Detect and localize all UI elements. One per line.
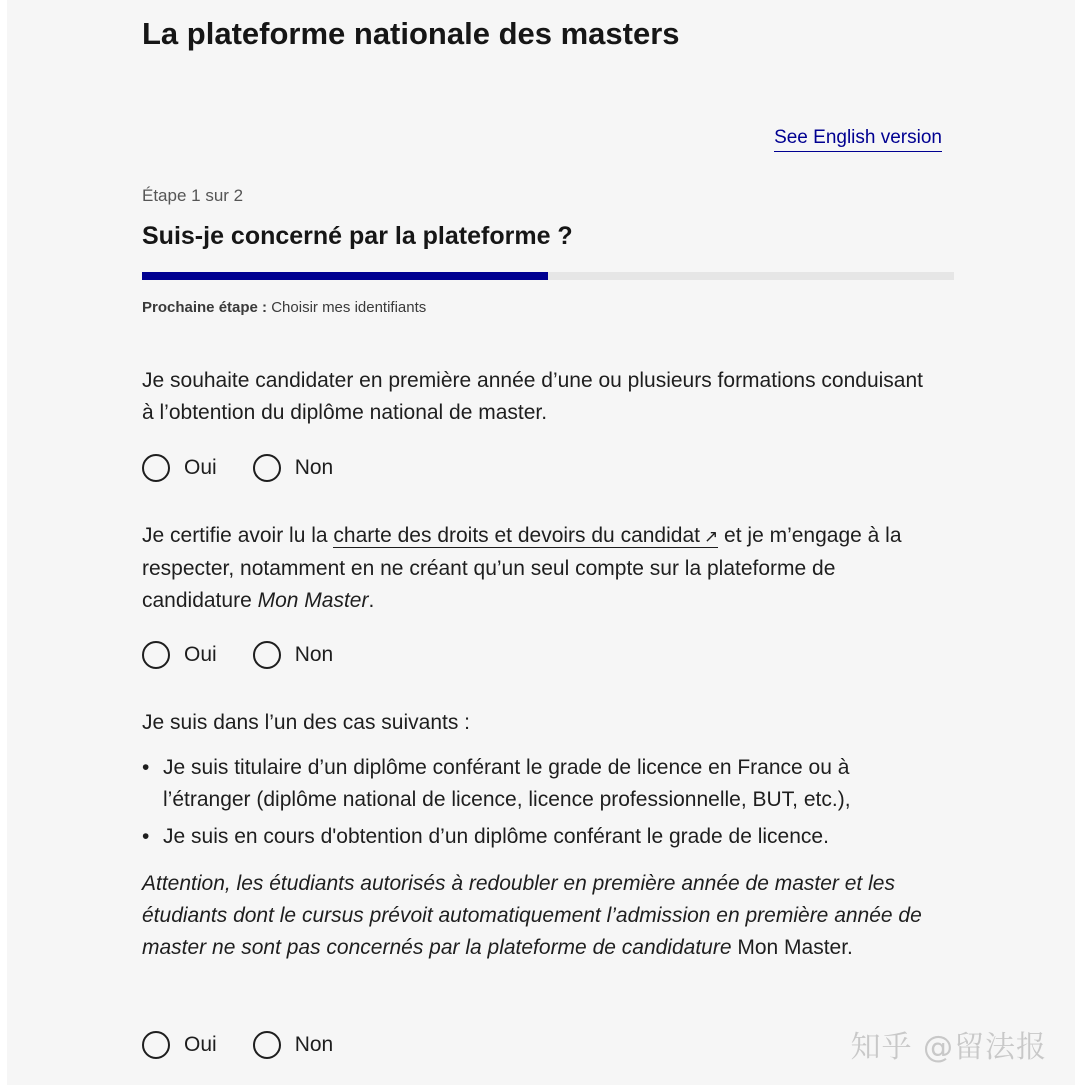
site-title: La plateforme nationale des masters [142, 16, 680, 51]
question-3-bullet-list [142, 752, 942, 858]
question-2-option-oui[interactable] [142, 641, 217, 669]
charter-link-label: charte des droits et devoirs du candidat [333, 524, 700, 547]
question-1-option-non[interactable] [253, 454, 334, 482]
question-2-option-non[interactable] [253, 641, 334, 669]
radio-label: Non [294, 1033, 334, 1056]
question-3-radio-group [142, 1028, 369, 1062]
question-2-radio-group [142, 638, 369, 672]
question-3-option-non[interactable] [253, 1031, 334, 1059]
list-item: • Je suis titulaire d’un diplôme conférant le grade de licence en France ou à l’étranger (diplôme national de licence, licence professionnelle, BUT, etc.), [142, 752, 942, 816]
progress-bar-fill [142, 272, 548, 280]
question-1-radio-group [142, 451, 369, 485]
radio-button[interactable] [142, 1031, 170, 1059]
radio-button[interactable] [142, 641, 170, 669]
question-2-text-before: Je certifie avoir lu la [142, 524, 334, 547]
question-3-note-end: Mon Master. [731, 936, 853, 959]
radio-label: Oui [184, 456, 217, 479]
question-3-note [142, 868, 942, 964]
radio-button[interactable] [253, 641, 281, 669]
watermark: 知乎 @留法报 [850, 1030, 1047, 1065]
question-1-option-oui[interactable] [142, 454, 217, 482]
next-step-value: Choisir mes identifiants [271, 299, 427, 316]
question-3-note-italic: Attention, les étudiants autorisés à redoubler en première année de master et les étudiants dont le cursus prévoit automatiquement l’admission en première année de master ne sont pas concernés par la plateforme de candidature [142, 872, 922, 959]
next-step-label: Prochaine étape : [142, 299, 268, 316]
radio-label: Non [294, 456, 334, 479]
question-2-text-after: et je m’engage à la respecter, notamment en ne créant qu’un seul compte sur la plateforme de candidature [142, 524, 902, 612]
list-item: • Je suis en cours d'obtention d’un diplôme conférant le grade de licence. [142, 821, 942, 853]
progress-bar [142, 272, 954, 280]
radio-label: Non [294, 643, 334, 666]
step-label: Étape 1 sur 2 [142, 186, 244, 205]
question-2-platform-name: Mon Master [257, 589, 369, 612]
question-1-text: Je souhaite candidater en première année d’une ou plusieurs formations conduisant à l’obtention du diplôme national de master. [142, 369, 923, 424]
question-2-text-end: . [368, 589, 375, 612]
question-3-intro: Je suis dans l’un des cas suivants : [142, 711, 471, 734]
radio-button[interactable] [253, 454, 281, 482]
radio-label: Oui [184, 643, 217, 666]
charter-link[interactable] [333, 524, 718, 548]
radio-button[interactable] [253, 1031, 281, 1059]
next-step-info [142, 299, 426, 316]
external-link-icon: ↗ [703, 527, 719, 546]
form-panel [7, 0, 1075, 1085]
radio-label: Oui [184, 1033, 217, 1056]
english-version-link[interactable]: See English version [774, 126, 942, 152]
question-3-option-oui[interactable] [142, 1031, 217, 1059]
question-2-text [142, 520, 932, 617]
step-title: Suis-je concerné par la plateforme ? [142, 222, 573, 250]
radio-button[interactable] [142, 454, 170, 482]
